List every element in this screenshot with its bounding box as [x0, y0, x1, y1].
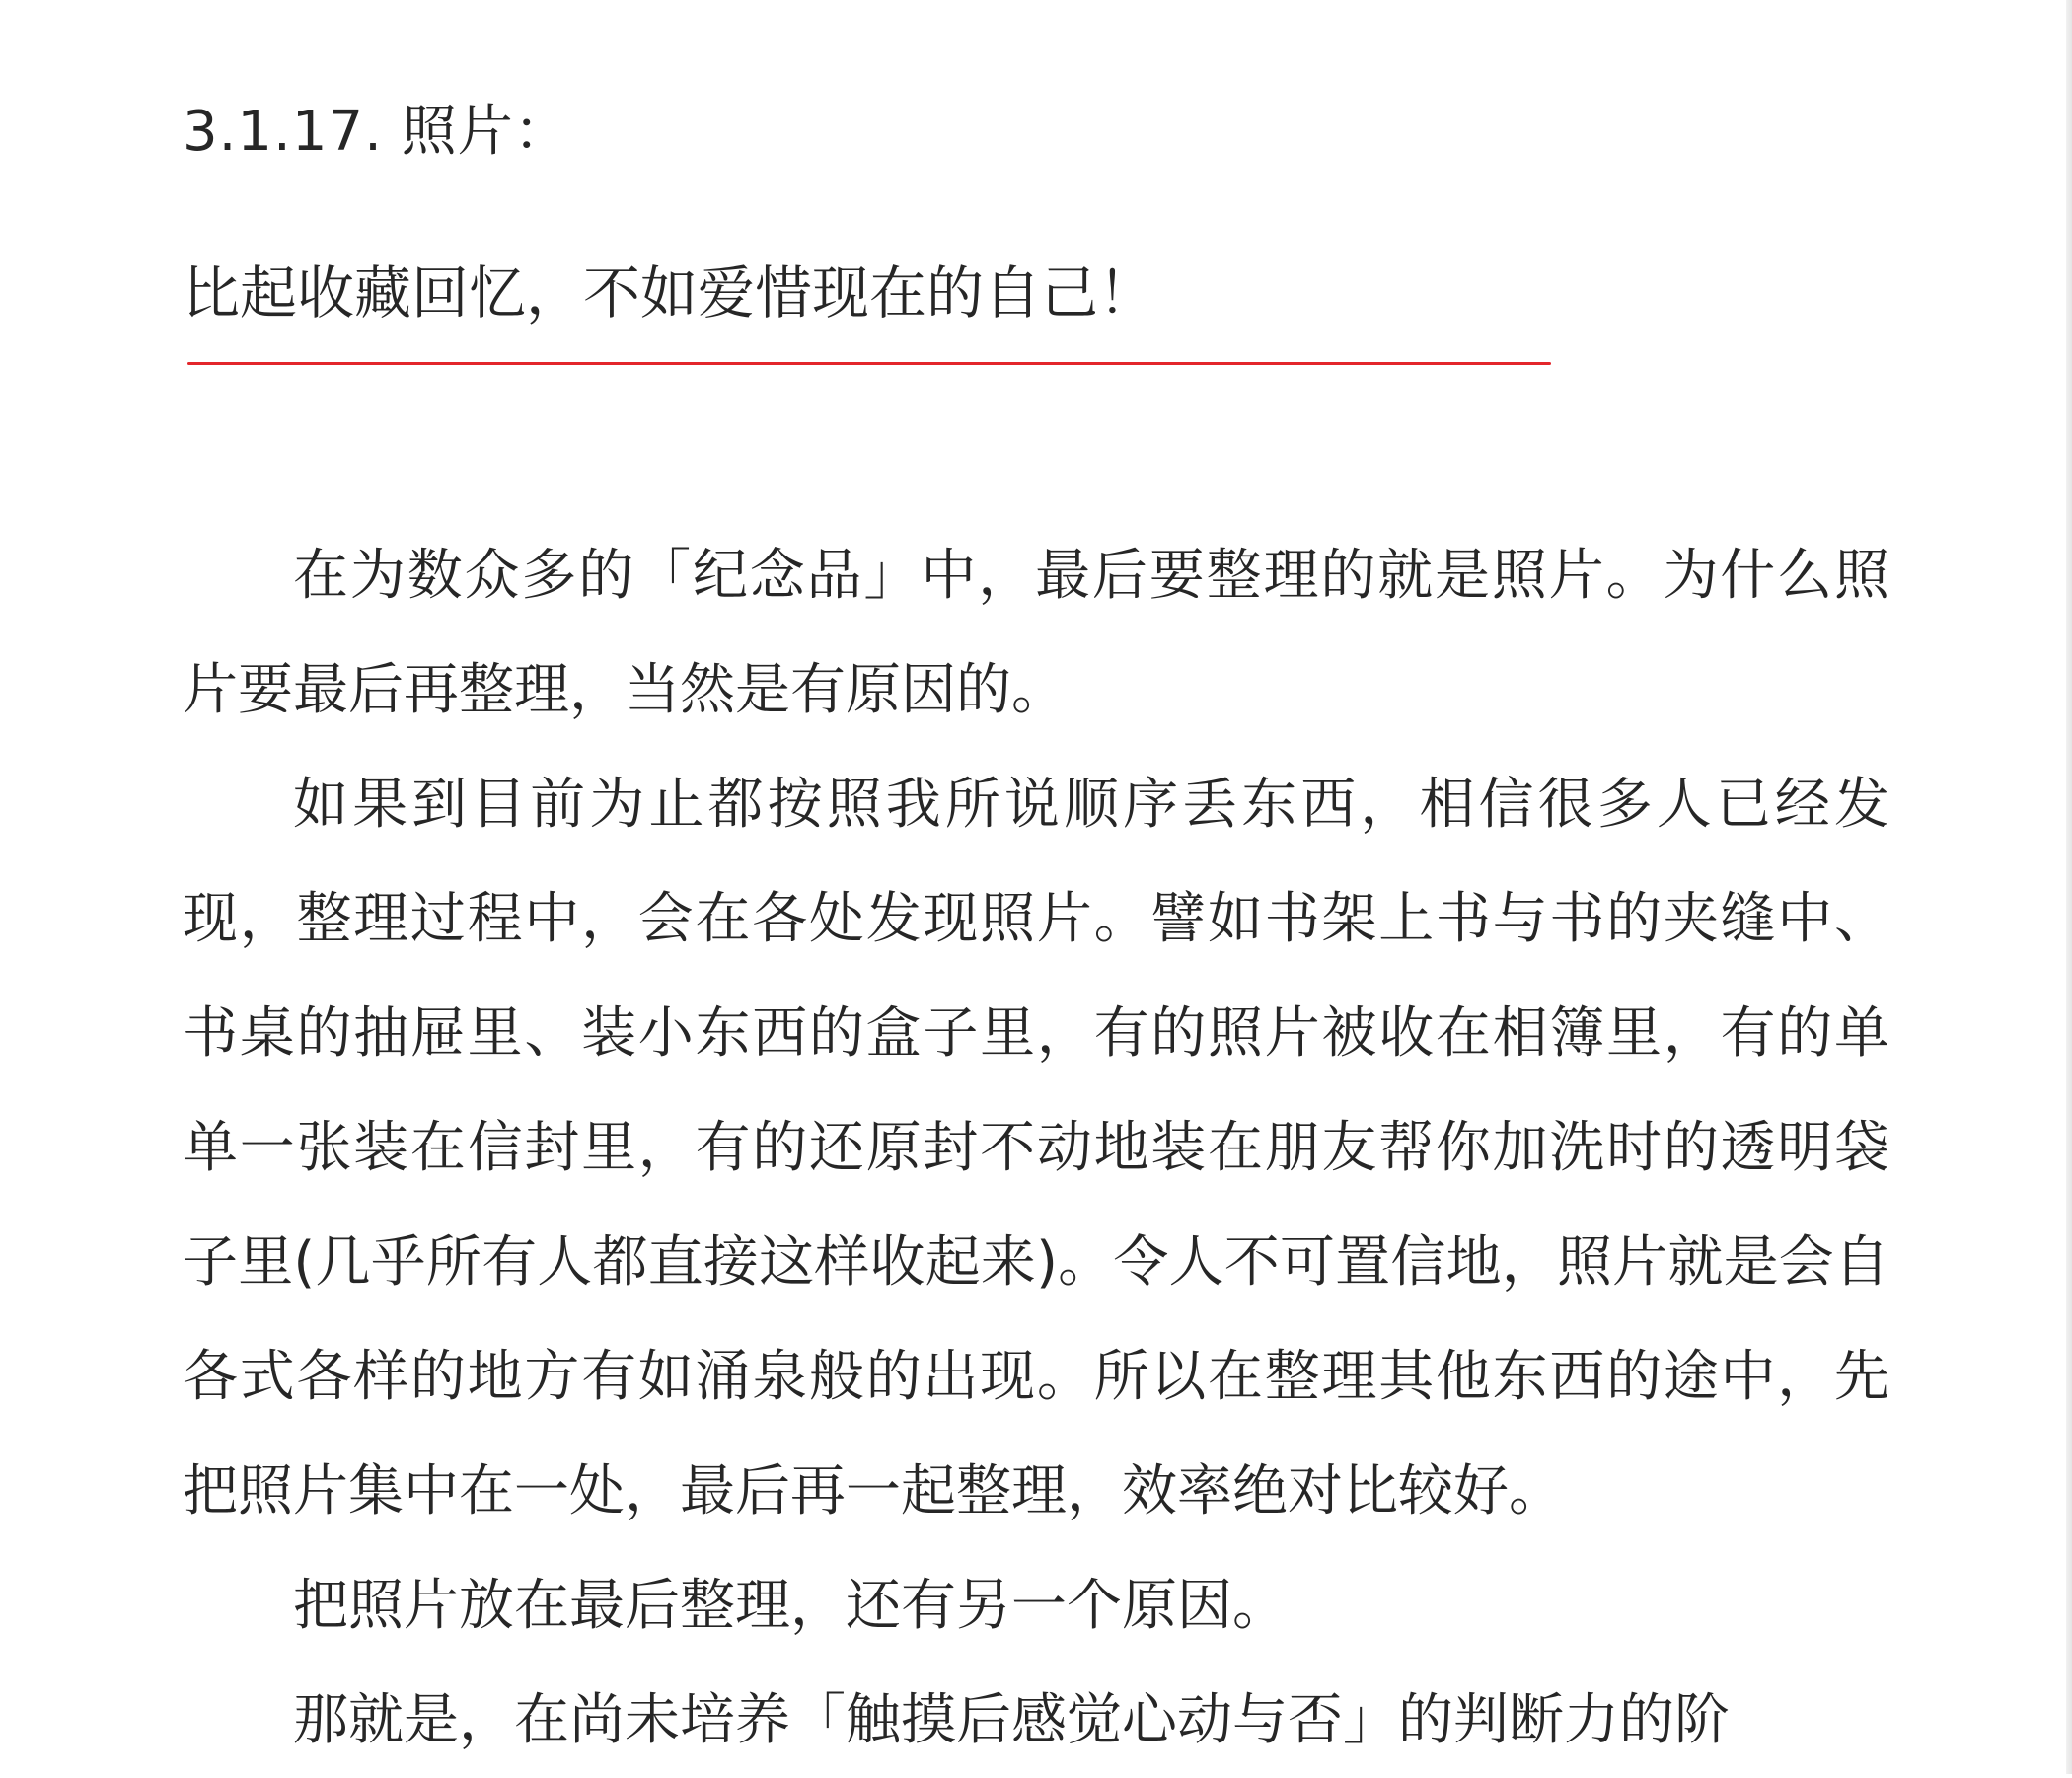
paragraph-4: 那就是，在尚未培养「触摸后感觉心动与否」的判断力的阶 [293, 1688, 1730, 1752]
subtitle-underline [187, 362, 1551, 365]
page-edge-shadow [2066, 0, 2072, 1774]
body-text [183, 519, 1889, 1778]
section-subtitle: 比起收藏回忆，不如爱惜现在的自己！ [183, 259, 1156, 327]
paragraph-1: 在为数众多的「纪念品」中，最后要整理的就是照片。为什么照片要最后再整理，当然是有原因的。 [183, 544, 1889, 722]
section-title: 3.1.17. 照片： [183, 100, 570, 164]
paragraph-3: 把照片放在最后整理，还有另一个原因。 [293, 1574, 1288, 1638]
paragraph-2: 如果到目前为止都按照我所说顺序丢东西，相信很多人已经发现，整理过程中，会在各处发现照片。譬如书架上书与书的夹缝中、书桌的抽屉里、装小东西的盒子里，有的照片被收在相簿里，有的单单一张装在信封里，有的还原封不动地装在朋友帮你加洗时的透明袋子里(几乎所有人都直接这样收起来)。令人不可置信地，照片就是会自各式各样的地方有如涌泉般的出现。所以在整理其他东西的途中，先把照片集中在一处，最后再一起整理，效率绝对比较好。 [183, 773, 1889, 1523]
